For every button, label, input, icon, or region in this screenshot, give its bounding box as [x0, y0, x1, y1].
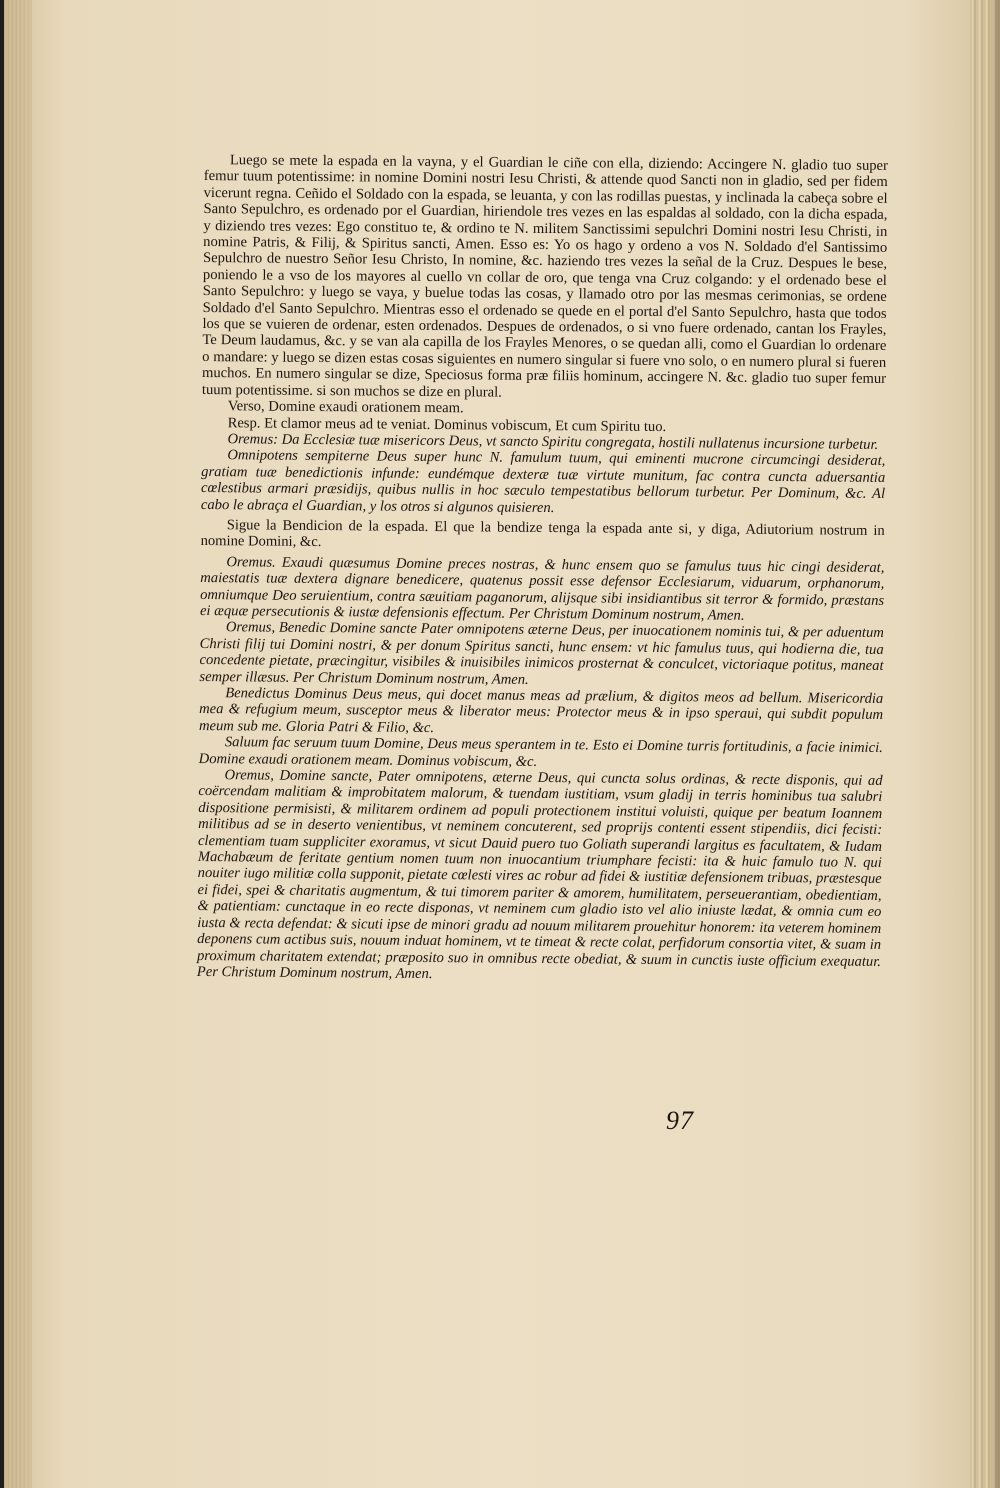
paragraph: Oremus, Domine sancte, Pater omnipotens, æterne Deus, qui cuncta solus ordinas, & recte disponis, qui ad coërcendam malitiam & improbitatem malorum, & tuendam iustitiam, vsum gladij in terris hominibus tua salubri dispositione permisisti, & militarem ordinem ad populi protectionem institui voluisti, quique per beatum Ioannem militibus ad se in deserto venientibus, vt neminem concuterent, sed proprijs contenti essent stipendiis, dici fecisti: clementiam tuam suppliciter exoramus, vt sicut Dauid puero tuo Goliath superandi largitus es facultatem, & Iudam Machabæum de feritate gentium nomen tuum non inuocantium triumphare fecisti: ita & huic famulo tuo N. qui nouiter iugo militiæ colla supponit, pietate cœlesti vires ac robur ad fidei & iustitiæ defensionem tribuas, præstesque ei fidei, spei & charitatis augmentum, & tui timorem pariter & amorem, humilitatem, perseuerantiam, obedientiam, & patientiam: cunctaque in eo recte disponas, vt neminem cum gladio isto vel alio iniuste lædat, & omnia cum eo iusta & recta defendat: & sicuti ipse de minori gradu ad nouum militarem prouehitur honorem: ita veterem hominem deponens cum actibus suis, nouum induat hominem, vt te timeat & recte colat, perfidorum consortia vitet, & suam in proximum charitatem extendat; præposito suo in omnibus recte obediat, & suum in cunctis iuste officium exequatur. Per Christum Dominum nostrum, Amen.	[196, 767, 883, 982]
paragraph: Benedictus Dominus Deus meus, qui docet manus meas ad prælium, & digitos meos ad bellum. Misericordia mea & refugium meum, susceptor meus & liberator meus: Protector meus & in ipso speraui, qui subdit populum meum sub me. Gloria Patri & Filio, &c.	[198, 685, 884, 736]
paragraph: Oremus. Exaudi quæsumus Domine preces nostras, & hunc ensem quo se famulus tuus hic cingi desiderat, maiestatis tuæ dextera dignare benedicere, quatenus possit esse defensor Ecclesiarum, viduarum, orphanorum, omniumque Deo seruientium, contra sæuitiam paganorum, alijsque sibi insidiantibus sit terror & formido, præstans ei æquæ persecutionis & iustæ defensionis effectum. Per Christum Dominum nostrum, Amen.	[199, 553, 885, 624]
paragraph: Oremus, Benedic Domine sancte Pater omnipotens æterne Deus, per inuocationem nominis tui, & per aduentum Christi filij tui Domini nostri, & per donum Spiritus sancti, hunc ensem: vt hic famulus tuus, qui hodierna die, tua concedente pietate, præcingitur, visibiles & inuisibiles inimicos prosternat & conculcet, victoriaque potitus, maneat semper illæsus. Per Christum Dominum nostrum, Amen.	[199, 619, 884, 688]
paragraph: Verso, Domine exaudi orationem meam.	[227, 398, 464, 417]
page-stack-edge	[970, 0, 1000, 1488]
page-gutter	[4, 0, 32, 1488]
main-text-block	[197, 152, 888, 986]
binding-shadow	[990, 0, 1000, 1488]
paragraph: Saluum fac seruum tuum Domine, Deus meus sperantem in te. Esto ei Domine turris fortitudinis, a facie inimici. Domine exaudi orationem meam. Dominus vobiscum, &c.	[198, 734, 883, 770]
paragraph: Resp. Et clamor meus ad te veniat. Dominus vobiscum, Et cum Spiritu tuo.	[227, 414, 667, 435]
paragraph: Oremus: Da Ecclesiæ tuæ misericors Deus, vt sancto Spiritu congregata, hostili nullatenus incursione turbetur.	[227, 431, 879, 453]
paragraph: Sigue la Bendicion de la espada. El que la bendize tenga la espada ante si, y diga, Adiutorium nostrum in nomine Domini, &c.	[200, 517, 885, 551]
paragraph: Luego se mete la espada en la vayna, y el Guardian le ciñe con ella, diziendo: Accingere N. gladio tuo super femur tuum potentissime: in nomine Domini nostri Iesu Christi, & attende quod Sancti non in gladio, sed per fidem vicerunt regna. Ceñido el Soldado con la espada, se leuanta, y con las rodillas puestas, y inclinada la cabeça sobre el Santo Sepulchro, es ordenado por el Guardian, hiriendole tres vezes en las espaldas al soldado, con la dicha espada, y diziendo tres vezes: Ego constituo te, & ordino te N. militem Sanctissimi sepulchri Domini nostri Iesu Christi, in nomine Patris, & Filij, & Spiritus sancti, Amen. Esso es: Yo os hago y ordeno a vos N. Soldado d'el Santissimo Sepulchro de nuestro Señor Iesu Christo, In nomine, &c. haziendo tres vezes la señal de la Cruz. Despues le bese, poniendo le a vso de los mayores al cuello vn collar de oro, que tenga vna Cruz colgando: y el ordenado bese el Santo Sepulchro: y luego se vaya, y buelue todas las cosas, y llamado otro por las mesmas cerimonias, se ordene Soldado d'el Santo Sepulchro. Mientras esso el ordenado se quede en el portal d'el Santo Sepulchro, hasta que todos los que se vuieren de ordenar, esten ordenados. Despues de ordenados, o si vno fuere ordenado, cantan los Frayles, Te Deum laudamus, &c. y se van ala capilla de los Frayles Menores, o se quedan alli, como el Guardian lo ordenare o mandare: y luego se dizen estas cosas siguientes en numero singular si fuere vno solo, o en numero plural si fueren muchos. En numero singular se dize, Speciosus forma præ filiis hominum, accingere N. &c. gladio tuo super femur tuum potentissime. si son muchos se dize en plural.	[201, 152, 888, 401]
book-page	[4, 0, 970, 1488]
paragraph: Omnipotens sempiterne Deus super hunc N. famulum tuum, qui eminenti mucrone circumcingi desiderat, gratiam tuæ benedictionis infunde: eundémque dexteræ tuæ virtute munitum, fac contra cuncta aduersantia cœlestibus armari præsidijs, quibus nullis in hoc sæculo tempestatibus bellorum turbetur. Per Dominum, &c. Al cabo le abraça el Guardian, y los otros si algunos quisieren.	[200, 447, 886, 516]
page-number: 97	[666, 1106, 694, 1135]
